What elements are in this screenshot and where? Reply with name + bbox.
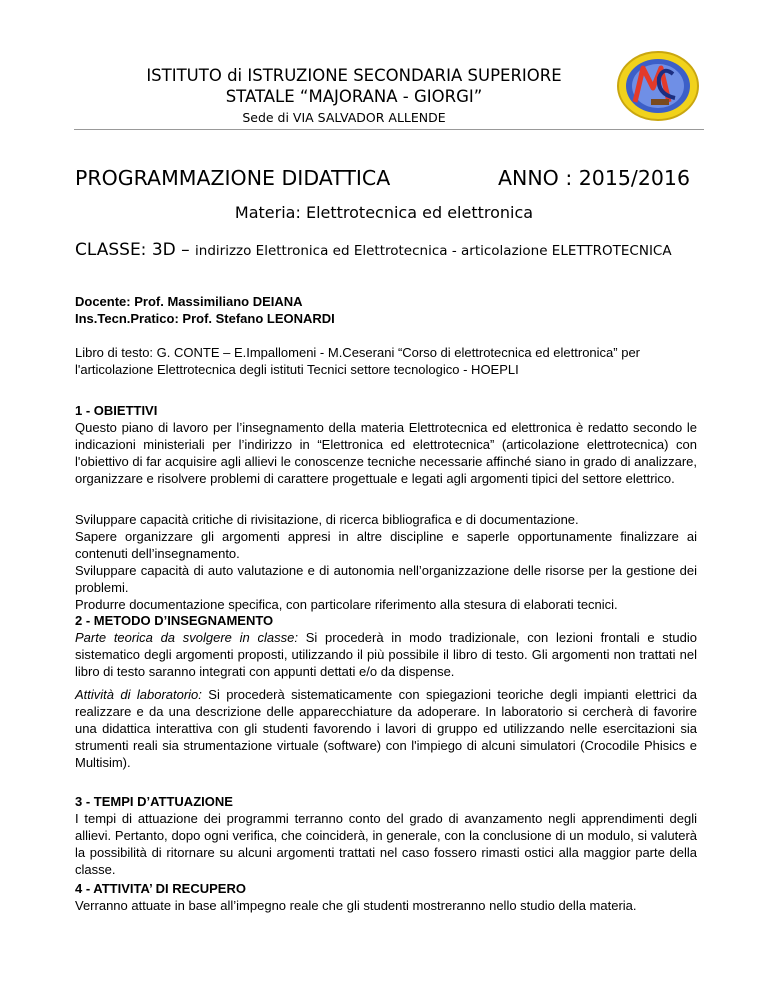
paragraph-lead: Attività di laboratorio: [75,687,202,702]
school-address: Sede di VIA SALVADOR ALLENDE [242,110,446,125]
teacher-name: Docente: Prof. Massimiliano DEIANA [75,294,303,309]
subject-line: Materia: Elettrotecnica ed elettronica [234,203,534,222]
objectives-list [75,511,697,613]
section-paragraph: Questo piano di lavoro per l’insegnamento della materia Elettrotecnica ed elettronica è redatto secondo le indicazioni ministeriali per l’indirizzo in “Elettronica ed elettrotecnica” (articolazione elettrotecnica) con l'obiettivo di far acquisire agli allievi le conoscenze tecniche necessarie affinché siano in grado di analizzare, organizzare e risolvere problemi di carattere progettuale e legati agli argomenti tipici del settore elettrico. [75,420,697,486]
objective-item: Produrre documentazione specifica, con particolare riferimento alla stesura di elaborati tecnici. [75,597,618,612]
section-heading: 1 - OBIETTIVI [75,403,158,418]
school-name-line2: STATALE “MAJORANA - GIORGI” [225,87,483,106]
class-label: CLASSE: 3D – [75,240,196,260]
section-timing [75,793,697,878]
school-logo-icon [613,44,703,124]
objective-item: Sviluppare capacità di auto valutazione e di autonomia nell’organizzazione delle risorse per la gestione dei problemi. [75,563,697,595]
section-recovery [75,880,697,914]
school-name-line1: ISTITUTO di ISTRUZIONE SECONDARIA SUPERIORE [146,66,562,85]
section-heading: 3 - TEMPI D’ATTUAZIONE [75,794,233,809]
section-paragraph: I tempi di attuazione dei programmi terranno conto del grado di avanzamento negli apprendimenti degli allievi. Pertanto, dopo ogni verifica, che coinciderà, in generale, con la conclusione di un modulo, si valuterà la possibilità di ritornare su alcuni argomenti trattati nel caso fossero rimasti ostici alla maggior parte della classe. [75,811,697,877]
document-title: PROGRAMMAZIONE DIDATTICA [75,166,391,190]
paragraph-lead: Parte teorica da svolgere in classe: [75,630,298,645]
section-paragraph: Parte teorica da svolgere in classe: Si procederà in modo tradizionale, con lezioni frontali e studio sistematico degli argomenti proposti, utilizzando il più possibile il libro di testo. Gli argomenti non trattati nel libro di testo saranno integrati con appunti dettati e/o da dispense. [75,630,698,679]
lab-teacher-name: Ins.Tecn.Pratico: Prof. Stefano LEONARDI [75,311,335,326]
section-paragraph: Verranno attuate in base all’impegno reale che gli studenti mostreranno nello studio della materia. [75,898,637,913]
section-paragraph: Attività di laboratorio: Si procederà sistematicamente con spiegazioni teoriche degli impianti elettrici da realizzare e da una descrizione delle apparecchiature da adoperare. In laboratorio si cercherà di favorire una didattica interattiva con gli studenti favorendo i lavori di gruppo ed utilizzando nelle esercitazioni sia strumenti reali sia strumentazione virtuale (software) con l'impiego di alcuni simulatori (Crocodile Phisics e Multisim). [75,687,697,770]
class-detail: indirizzo Elettronica ed Elettrotecnica - articolazione ELETTROTECNICA [195,243,672,259]
section-method [75,612,697,680]
lab-activity [75,686,697,771]
textbook-info: Libro di testo: G. CONTE – E.Impallomeni - M.Ceserani “Corso di elettrotecnica ed elettronica” per l'articolazione Elettrotecnica degli istituti Tecnici settore tecnologico - HOEPLI [75,345,641,377]
objective-item: Sapere organizzare gli argomenti appresi in altre discipline e saperle opportunamente finalizzare ai contenuti dell’insegnamento. [75,529,697,561]
section-heading: 4 - ATTIVITA’ DI RECUPERO [75,881,246,896]
section-heading: 2 - METODO D’INSEGNAMENTO [75,613,274,628]
school-year: ANNO : 2015/2016 [497,166,690,190]
objective-item: Sviluppare capacità critiche di rivisitazione, di ricerca bibliografica e di documentazione. [75,512,579,527]
section-objectives [75,402,697,487]
header-divider [74,129,704,130]
staff-block [75,293,697,327]
class-line [75,240,672,260]
